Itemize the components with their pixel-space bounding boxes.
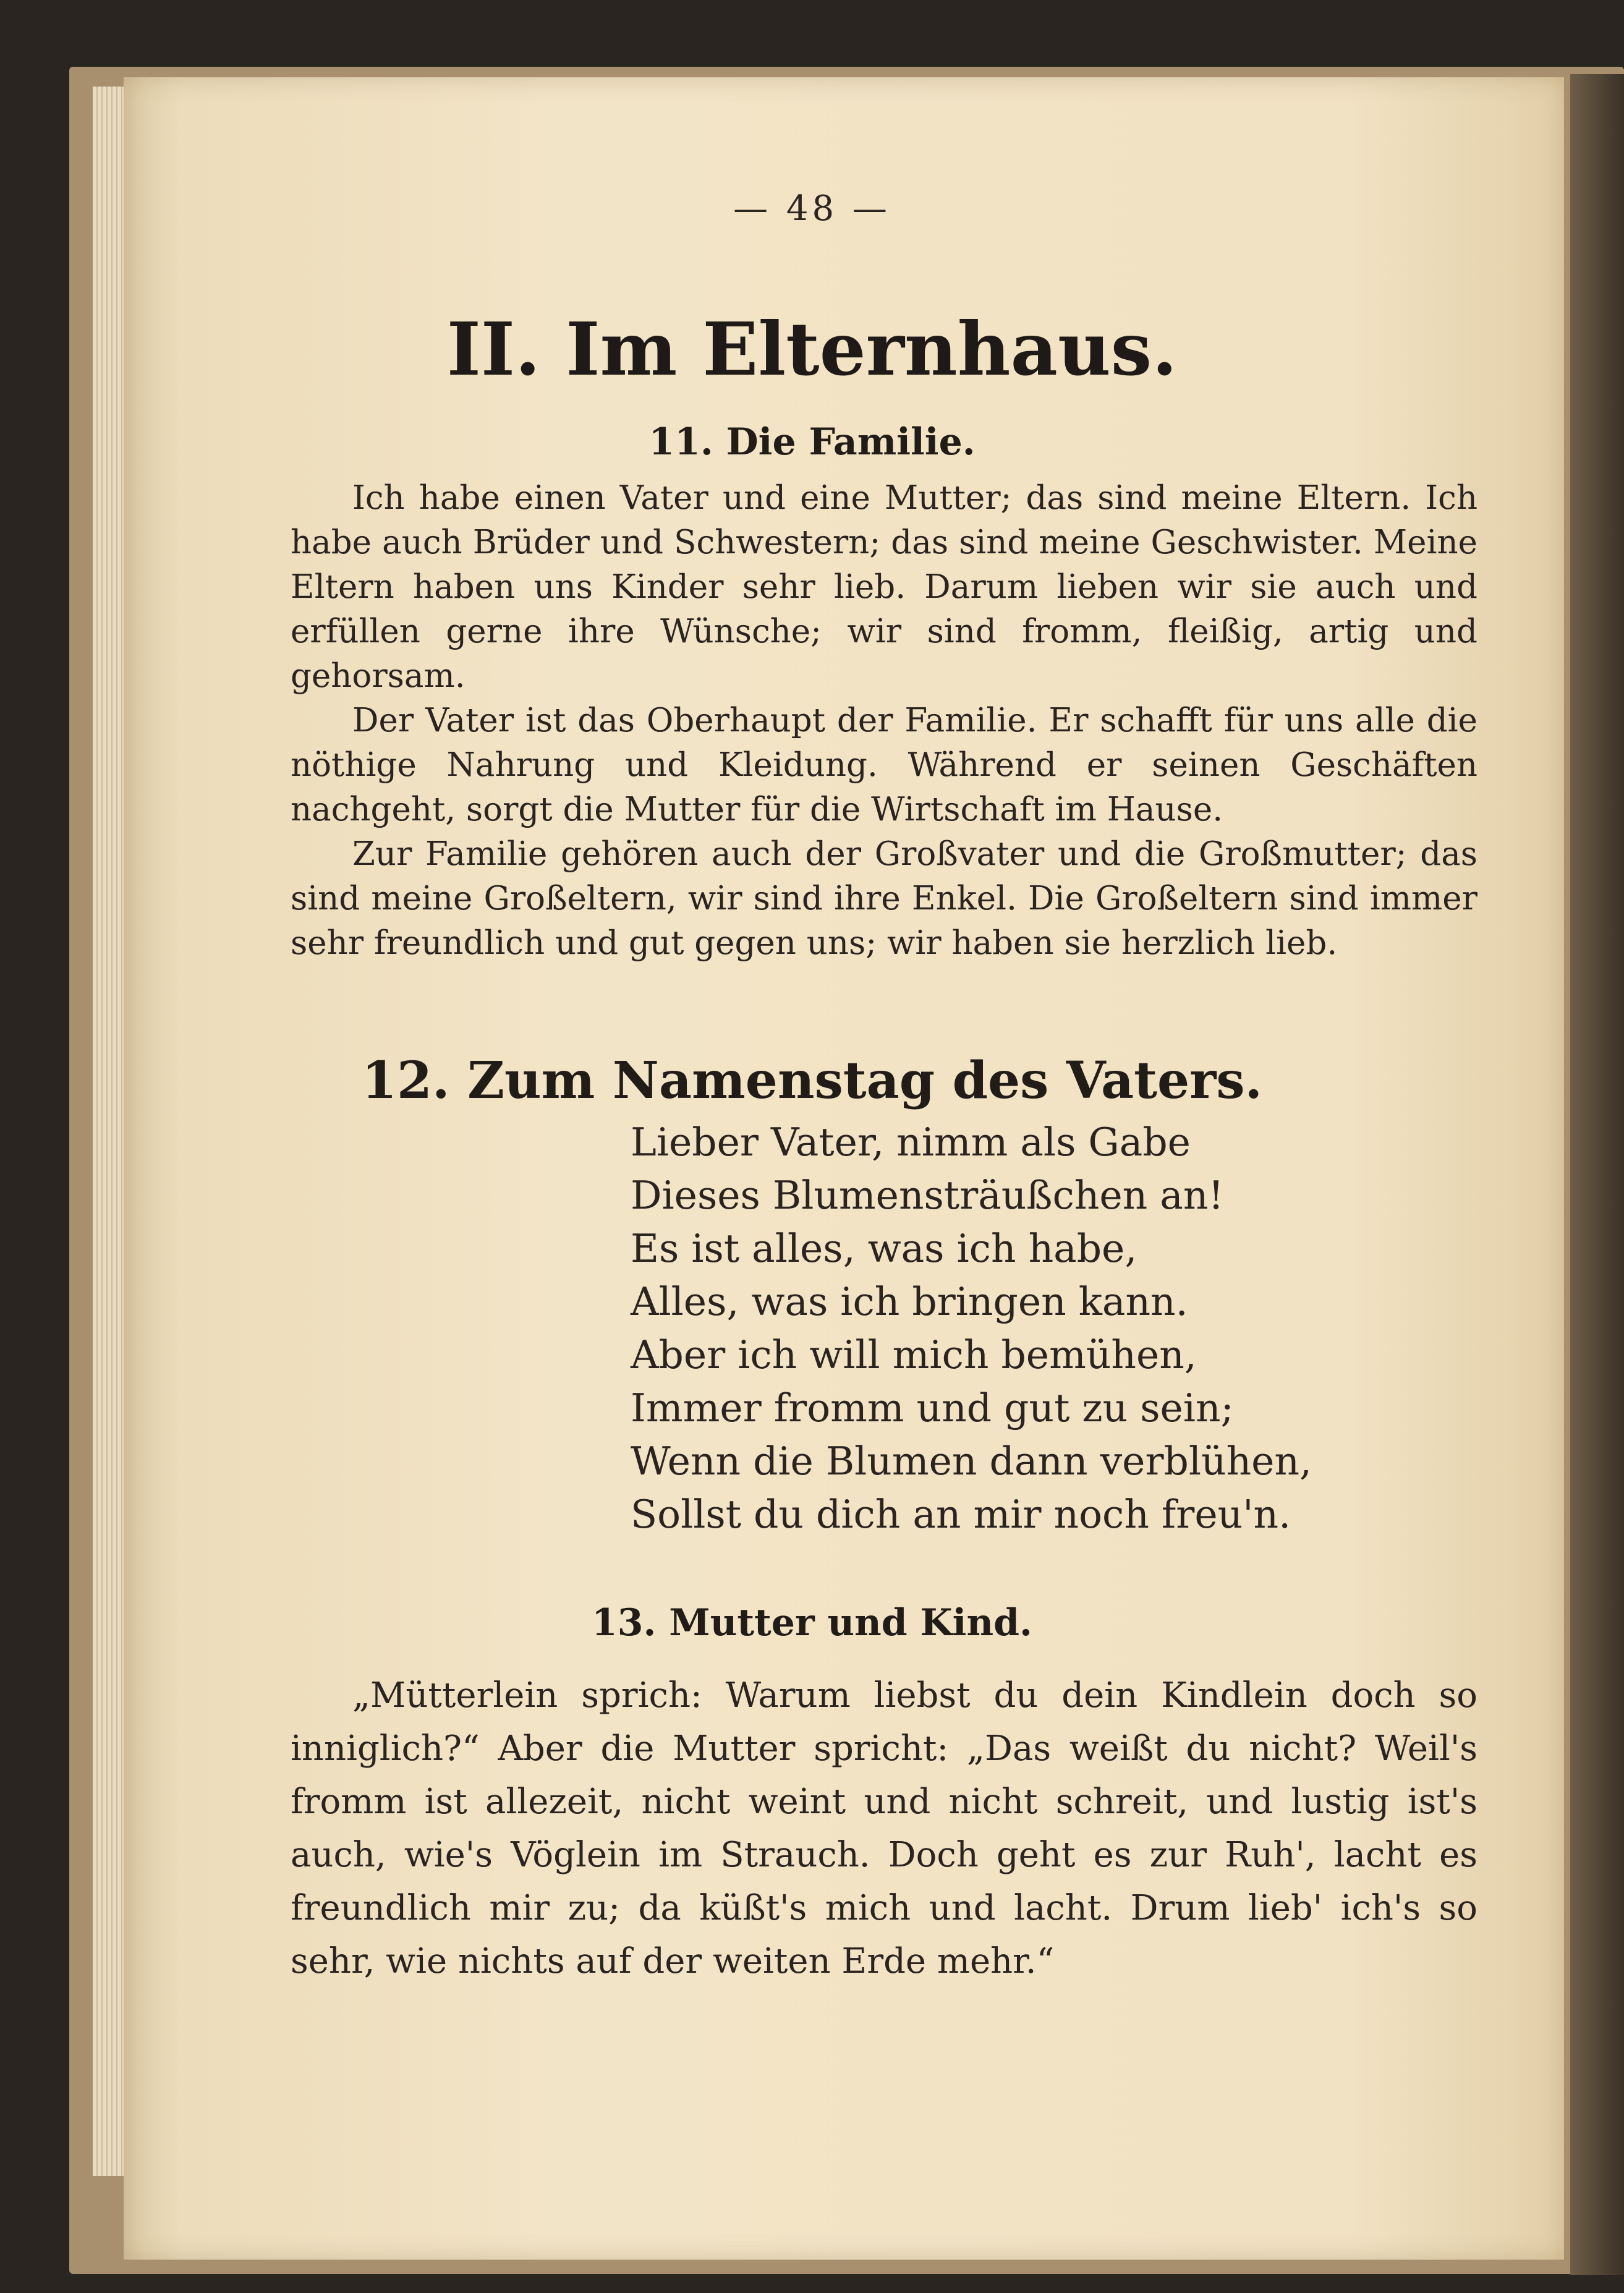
- page-number: — 48 —: [733, 189, 891, 229]
- poem-line: Sollst du dich an mir noch freu'n.: [631, 1492, 1291, 1537]
- section-heading-familie: 11. Die Familie.: [648, 420, 976, 464]
- next-page-shadow: [1570, 74, 1624, 2275]
- poem-line: Immer fromm und gut zu sein;: [631, 1385, 1234, 1431]
- paragraph: Ich habe einen Vater und eine Mutter; das sind meine Eltern. Ich habe auch Brüder und Schwestern; das sind meine Geschwister. Meine Eltern haben uns Kinder sehr lieb. Darum lieben wir sie auch und erfüllen gerne ihre Wünsche; wir sind fromm, fleißig, artig und gehorsam.: [291, 479, 1477, 695]
- section-body-familie: [291, 476, 1477, 966]
- poem-line: Aber ich will mich bemühen,: [631, 1332, 1197, 1377]
- section-body-mutter-kind: [291, 1669, 1477, 1988]
- paragraph: Zur Familie gehören auch der Großvater und die Großmutter; das sind meine Großeltern, wir sind ihre Enkel. Die Großeltern sind immer sehr freundlich und gut gegen uns; wir haben sie herzlich lieb.: [291, 835, 1477, 962]
- section-heading-namenstag: 12. Zum Namenstag des Vaters.: [361, 1051, 1263, 1110]
- paragraph: „Mütterlein sprich: Warum liebst du dein Kindlein doch so inniglich?“ Aber die Mutter spricht: „Das weißt du nicht? Weil's fromm ist allezeit, nicht weint und nicht schreit, und lustig ist's auch, wie's Vöglein im Strauch. Doch geht es zur Ruh', lacht es freundlich mir zu; da küßt's mich und lacht. Drum lieb' ich's so sehr, wie nichts auf der weiten Erde mehr.“: [291, 1675, 1477, 1981]
- chapter-title: II. Im Elternhaus.: [446, 306, 1178, 392]
- poem: [631, 1116, 1312, 1541]
- poem-line: Es ist alles, was ich habe,: [631, 1226, 1137, 1271]
- section-heading-mutter-kind: 13. Mutter und Kind.: [592, 1601, 1032, 1644]
- poem-line: Wenn die Blumen dann verblühen,: [631, 1439, 1312, 1484]
- poem-line: Alles, was ich bringen kann.: [631, 1279, 1188, 1324]
- paragraph: Der Vater ist das Oberhaupt der Familie. Er schafft für uns alle die nöthige Nahrung und Kleidung. Während er seinen Geschäften nachgeht, sorgt die Mutter für die Wirtschaft im Hause.: [291, 702, 1477, 828]
- poem-line: Lieber Vater, nimm als Gabe: [631, 1120, 1191, 1165]
- poem-line: Dieses Blumensträußchen an!: [631, 1173, 1224, 1218]
